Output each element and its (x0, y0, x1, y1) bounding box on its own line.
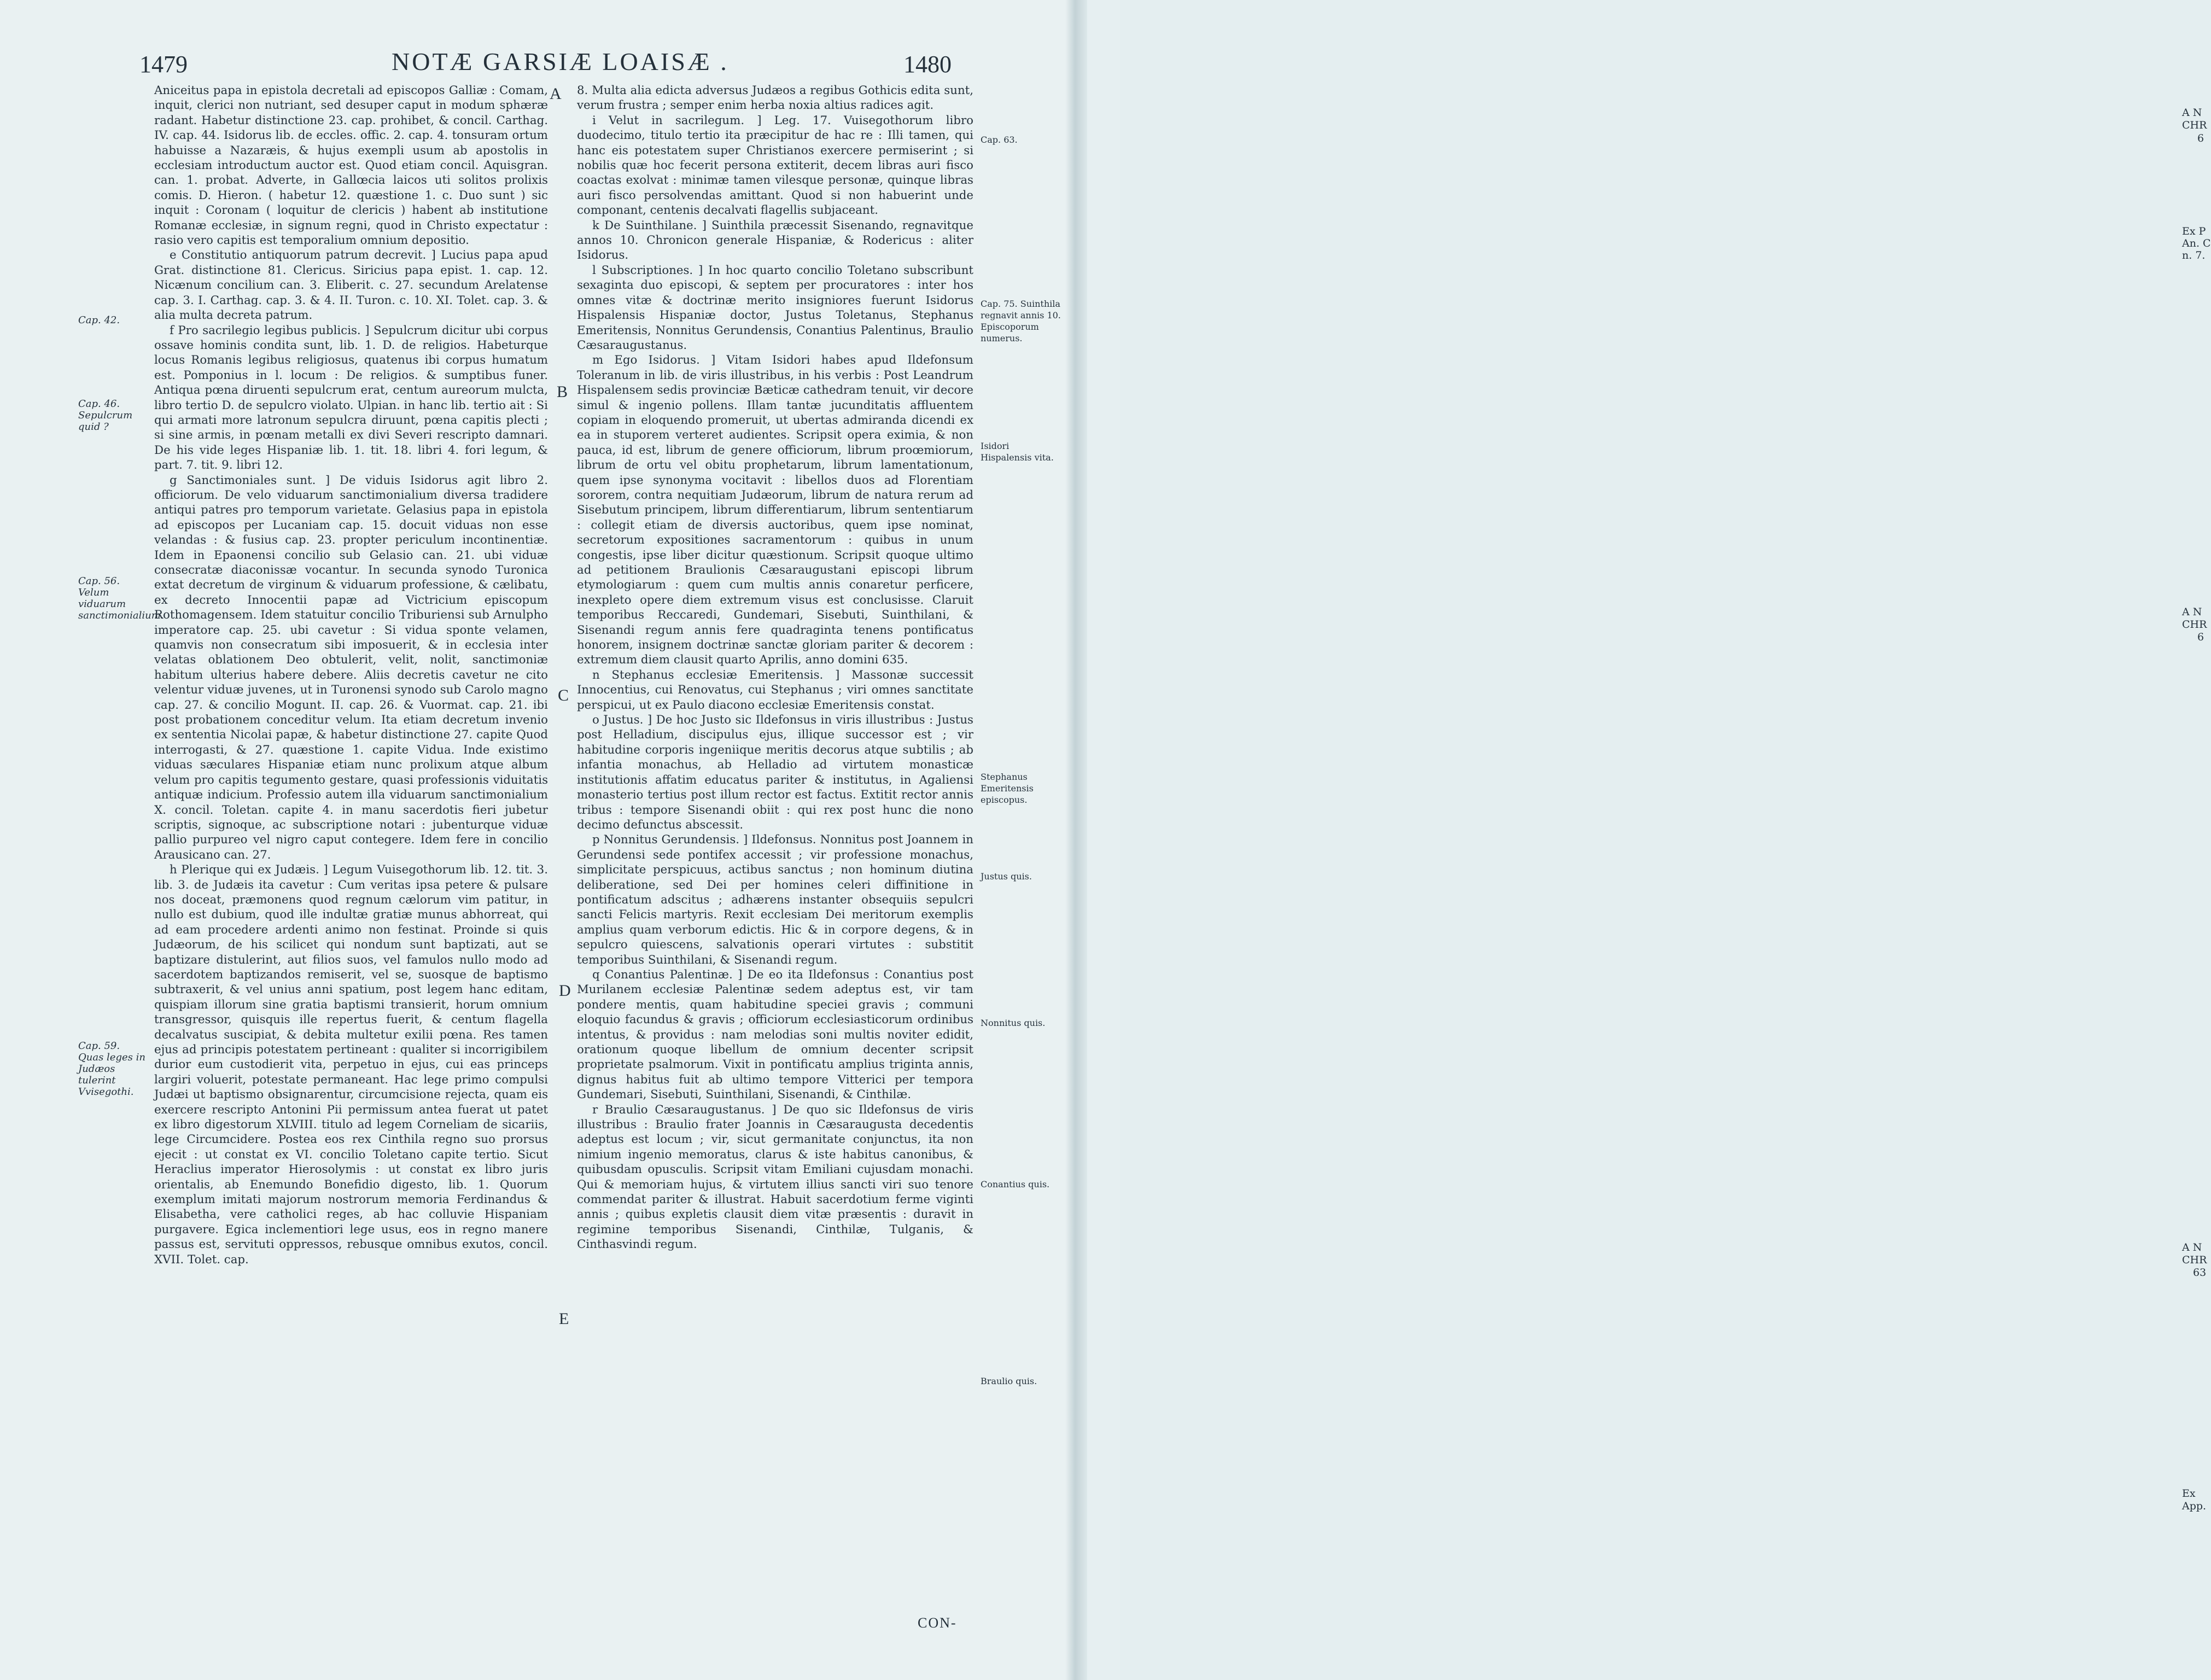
left-page-number: 1479 (139, 51, 188, 78)
note-n-paragraph: n Stephanus ecclesiæ Emeritensis. ] Massonæ successit Innocentius, cui Renovatus, cui Stephanus ; viri omnes sanctitate perspicui, ut ex Paulo diacono ecclesiæ Emeritensis constat. (577, 668, 973, 712)
margin-note-braulio: Braulio quis. (981, 1376, 1037, 1386)
note-m-paragraph: m Ego Isidorus. ] Vitam Isidori habes apud Ildefonsum Toleranum in lib. de viris illustribus, in his verbis : Post Leandrum Hispalensem sedis provinciæ Bæticæ cathedram tenuit, vir decore simul & ingenio pollens. Illam tantæ jucunditatis affluentem copiam in eloquendo promeruit, ut ubertas admiranda dicendi ex ea in stuporem verteret audientes. Scripsit opera eximia, & non pauca, id est, librum de genere officiorum, librum proœmiorum, librum de ortu vel obitu prophetarum, librum lamentationum, quem ipse synonyma vocitavit : libellos duos ad Florentiam sororem, contra nequitiam Judæorum, librum de natura rerum ad Sisebutum principem, librum differentiarum, librum sententiarum : collegit etiam de diversis auctoribus, quem ipse nominat, secretorum expositiones sacramentorum : quibus in unum congestis, ipse liber dicitur quæstionum. Scripsit quoque ultimo ad petitionem Braulionis Cæsaraugustani episcopi librum etymologiarum : quem cum multis annis conaretur perficere, inexpleto opere diem extremum visus est conclusisse. Claruit temporibus Reccaredi, Gundemari, Sisebuti, Suinthilani, & Sisenandi regum annis fere quadraginta tenens pontificatus honorem, insignem doctrinæ sanctæ gloriam pariter & decorem : extremum diem clausit quarto Aprilis, anno domini 635. (577, 353, 973, 667)
note-i-paragraph: i Velut in sacrilegum. ] Leg. 17. Vuisegothorum libro duodecimo, titulo tertio ita præcipitur de hac re : Illi tamen, qui hanc eis potestatem super Christianos exercere permiserint ; si nobilis quæ hoc fecerit persona extiterit, decem libras auri fisco coactas exolvat : minimæ tamen vilesque personæ, quinque libras auri fisco persolvendas amittant. Quod si non habuerint unde componant, centenis decalvati flagellis subjaceant. (577, 113, 973, 218)
section-letter-a: A (550, 85, 562, 103)
adjacent-fragment: An. C (2182, 237, 2211, 249)
adjacent-fragment: Ex (2182, 1488, 2196, 1500)
section-letter-e: E (559, 1310, 569, 1328)
margin-note-cap-63: Cap. 63. (981, 135, 1018, 145)
margin-note-isidori: Isidori Hispalensis vita. (981, 441, 1054, 463)
right-page-number: 1480 (903, 51, 952, 78)
note-p-paragraph: p Nonnitus Gerundensis. ] Ildefonsus. Nonnitus post Joannem in Gerundensi sede pontifex accessit ; vir professione monachus, simplicitate perspicuus, actibus sanctus ; non hominum diutina deliberatione, sed Dei per homines celeri diffinitione in pontificatum adscitus ; adhærens instanter obsequiis sepulcri sancti Felicis martyris. Rexit ecclesiam Dei meritorum exemplis amplius quam verborum edictis. Hic & in corpore degens, & in sepulcro quiescens, salvationis operari virtutes : substitit temporibus Suinthilani, & Sisenandi regum. (577, 833, 973, 967)
note-q-paragraph: q Conantius Palentinæ. ] De eo ita Ildefonsus : Conantius post Murilanem ecclesiæ Palentinæ sedem adeptus est, vir tam pondere mentis, quam habitudine speciei gravis ; communi eloquio facundus & gravis ; officiorum ecclesiasticorum ordinibus intentus, & providus : nam melodias soni multis noviter edidit, orationum quoque libellum de omnium decenter scripsit proprietate psalmorum. Vixit in pontificatu amplius triginta annis, dignus habitus fuit ab ultimo tempore Vitterici per tempora Gundemari, Sisebuti, Suinthilani, Sisenandi, & Cinthilæ. (577, 967, 973, 1102)
running-title: NOTÆ GARSIÆ LOAISÆ . (392, 48, 729, 75)
adjacent-fragment: A N (2182, 107, 2202, 119)
catchword: CON- (918, 1615, 957, 1631)
adjacent-fragment: CHR (2182, 1254, 2207, 1266)
margin-note-stephanus: Stephanus Emeritensis episcopus. (981, 772, 1034, 805)
adjacent-fragment: CHR (2182, 119, 2207, 131)
left-text-column (154, 83, 548, 1267)
note-h-paragraph: h Plerique qui ex Judæis. ] Legum Vuisegothorum lib. 12. tit. 3. lib. 3. de Judæis ita cavetur : Cum veritas ipsa petere & pulsare nos doceat, præmonens quod regnum cælorum vim patitur, in nullo est dubium, quod ille indultæ gratiæ munus abhorreat, qui ad eam procedere ardenti animo non festinat. Proinde si quis Judæorum, de his scilicet qui nondum sunt baptizati, aut se baptizare distulerint, aut filios suos, vel famulos nullo modo ad sacerdotem baptizandos remiserit, vel se, suosque de baptismo subtraxerit, & vel unius anni spatium, post legem hanc editam, quispiam illorum sine gratia baptismi transierit, horum omnium transgressor, quisquis ille repertus fuerit, & centum flagella decalvatus suscipiat, & debita multetur exilii pœna. Res tamen ejus ad principis potestatem pertineant : qualiter si incorrigibilem durior eum custodierit vita, perpetuo in ejus, cui eas princeps largiri voluerit, potestate permaneant. Hac lege primo compulsi Judæi ut baptismo obsignarentur, circumcisione rejecta, quam eis exercere rescripto Antonini Pii permissum antea fuerat ut patet ex libro digestorum XLVIII. titulo ad legem Corneliam de sicariis, lege Circumcidere. Postea eos rex Cinthila regno suo prorsus ejecit : ut constat ex VI. concilio Toletano capite tertio. Sicut Heraclius imperator Hierosolymis : ut constat ex libro juris orientalis, ab Enemundo Bonefidio digesto, lib. 1. Quorum exemplum imitati majorum nostrorum memoria Ferdinandus & Elisabetha, vere catholici reges, ab hac colluvie Hispaniam purgavere. Egica inclementiori lege usus, eos in regno manere passus est, servituti oppressos, rebusque omnibus exutos, concil. XVII. Tolet. cap. (154, 863, 548, 1267)
margin-note-cap-59: Cap. 59. Quas leges in Judæos tulerint Vvisegothi. (78, 1040, 145, 1098)
note-o-paragraph: o Justus. ] De hoc Justo sic Ildefonsus in viris illustribus : Justus post Helladium, discipulus ejus, illique successor est ; vir habitudine corporis ingeniique meritis decorus atque subtilis ; ab infantia monachus, ab Helladio ad virtutem monasticæ institutionis affatim educatus pariter & institutus, in Agaliensi monasterio tertius post illum rector est factus. Extitit rector annis tribus : tempore Sisenandi obiit : qui rex post hunc die nono decimo defunctus abscessit. (577, 713, 973, 832)
adjacent-fragment: 6 (2197, 631, 2204, 643)
section-letter-b: B (557, 383, 568, 401)
margin-note-justus: Justus quis. (981, 871, 1032, 882)
note-l-paragraph: l Subscriptiones. ] In hoc quarto concilio Toletano subscribunt sexaginta duo episcopi, & septem per procuratores : inter hos omnes vitæ & doctrinæ merito insigniores fuerunt Isidorus Hispalensis Hispaniæ doctor, Justus Toletanus, Stephanus Emeritensis, Nonnitus Gerundensis, Conantius Palentinus, Braulio Cæsaraugustanus. (577, 263, 973, 352)
adjacent-fragment: CHR (2182, 619, 2207, 631)
margin-note-cap-42: Cap. 42. (78, 314, 120, 326)
adjacent-fragment: Ex P (2182, 225, 2206, 237)
margin-note-nonnitus: Nonnitus quis. (981, 1018, 1046, 1028)
note-k-paragraph: k De Suinthilane. ] Suinthila præcessit Sisenando, regnavitque annos 10. Chronicon generale Hispaniæ, & Rodericus : aliter Isidorus. (577, 218, 973, 262)
adjacent-fragment: A N (2182, 606, 2202, 618)
adjacent-fragment: n. 7. (2182, 249, 2206, 261)
adjacent-page-edge (1087, 0, 2211, 1680)
adjacent-fragment: 6 (2197, 132, 2204, 144)
margin-note-cap-75: Cap. 75. Suinthila regnavit annis 10. Episcoporum numerus. (981, 299, 1061, 343)
note-r-paragraph: r Braulio Cæsaraugustanus. ] De quo sic Ildefonsus de viris illustribus : Braulio frater Joannis in Cæsaraugusta decedentis adeptus est locum ; vir, sicut germanitate conjunctus, ita non nimium ingenio memoratus, clarus & iste habitus canonibus, & quibusdam opusculis. Scripsit vitam Emiliani cujusdam monachi. Qui & memoriam hujus, & virtutem illius sancti viri suo tenore commendat pariter & illustrat. Habuit sacerdotium ferme viginti annis ; quibus expletis clausit diem vitæ præsentis : duravit in regimine temporibus Sisenandi, Cinthilæ, Tulganis, & Cinthasvindi regum. (577, 1102, 973, 1252)
note-d-paragraph: Aniceitus papa in epistola decretali ad episcopos Galliæ : Comam, inquit, clerici non nutriant, sed desuper caput in modum sphæræ radant. Habetur distinctione 23. cap. prohibet, & concil. Carthag. IV. cap. 44. Isidorus lib. de eccles. offic. 2. cap. 4. tonsuram ortum habuisse a Nazaræis, & hujus exempli usum ab apostolis in ecclesiam introductum auctor est. Quod etiam concil. Aquisgran. can. 1. probat. Adverte, in Gallœcia laicos uti solitos prolixis comis. D. Hieron. ( habetur 12. quæstione 1. c. Duo sunt ) sic inquit : Coronam ( loquitur de clericis ) habent ab institutione Romanæ ecclesiæ, in signum regni, quod in Christo expectatur : rasio vero capitis est temporalium omnium depositio. (154, 84, 548, 248)
adjacent-fragment: 63 (2193, 1267, 2207, 1279)
section-letter-c: C (558, 686, 569, 704)
note-g-paragraph: g Sanctimoniales sunt. ] De viduis Isidorus agit libro 2. officiorum. De velo viduarum sanctimonialium diversa tradidere antiqui patres pro temporum varietate. Gelasius papa in epistola ad episcopos per Lucaniam cap. 15. docuit viduas non esse velandas : & fusius cap. 23. propter periculum incontinentiæ. Idem in Epaonensi concilio sub Gelasio can. 21. ubi viduæ consecratæ diaconissæ vocantur. In secunda synodo Turonica extat decretum de virginum & viduarum professione, & cælibatu, ex decreto Innocentii papæ ad Victricium episcopum Rothomagensem. Idem statuitur concilio Triburiensi sub Arnulpho imperatore cap. 25. ubi cavetur : Si vidua sponte velamen, quamvis non consecratum sibi imposuerit, & in ecclesia inter velatas oblationem Deo obtulerit, velit, nolit, sanctimoniæ habitum ulterius habere debere. Aliis decretis cavetur ne cito velentur viduæ juvenes, ut in Turonensi synodo sub Carolo magno cap. 27. & concilio Mogunt. II. cap. 26. & Vuormat. cap. 21. ibi post probationem conceditur velum. Ita etiam decretum invenio ex sententia Nicolai papæ, & habetur distinctione 27. capite Quod interrogasti, & 27. quæstione 1. capite Vidua. Inde existimo viduas sæculares Hispaniæ etiam nunc prolixum atque album velum pro capitis tegumento gestare, quasi professionis viduitatis antiquæ indicium. Professio autem illa viduarum sanctimonialium X. concil. Toletan. capite 4. in manu sacerdotis fieri jubetur scriptis, signoque, ac subscriptione notari : jubenturque viduæ pallio purpureo vel nigro caput contegere. Idem fere in concilio Arausicano can. 27. (154, 473, 548, 862)
adjacent-fragment: A N (2182, 1241, 2202, 1253)
adjacent-fragment: App. (2182, 1500, 2207, 1512)
note-e-paragraph: e Constitutio antiquorum patrum decrevit. ] Lucius papa apud Grat. distinctione 81. Clericus. Siricius papa epist. 1. cap. 12. Nicænum concilium can. 3. Eliberit. c. 27. secundum Arelatense cap. 3. I. Carthag. cap. 3. & 4. II. Turon. c. 10. XI. Tolet. cap. 3. & alia multa decreta patrum. (154, 248, 548, 323)
section-letter-d: D (559, 982, 571, 1000)
right-text-column (577, 83, 973, 1252)
margin-note-conantius: Conantius quis. (981, 1179, 1050, 1189)
margin-note-cap-46: Cap. 46. Sepulcrum quid ? (78, 398, 133, 433)
margin-note-cap-56: Cap. 56. Velum viduarum sanctimonialium. (78, 575, 164, 621)
note-continuation-paragraph: 8. Multa alia edicta adversus Judæos a regibus Gothicis edita sunt, verum frustra ; semper enim herba noxia altius radices agit. (577, 84, 973, 113)
note-f-paragraph: f Pro sacrilegio legibus publicis. ] Sepulcrum dicitur ubi corpus ossave hominis condita sunt, lib. 1. D. de religios. Habeturque locus Romanis legibus religiosus, quatenus ibi corpus humatum est. Pomponius in l. locum : De religios. & sumptibus funer. Antiqua pœna diruenti sepulcrum erat, centum aureorum mulcta, libro tertio D. de sepulcro violato. Ulpian. in hanc lib. tertio ait : Si qui armati more latronum sepulcra diruunt, pœna capitis plecti ; si sine armis, in pœnam metalli ex divi Severi rescripto damnari. De his vide leges Hispaniæ lib. 1. tit. 18. libri 4. fori legum, & part. 7. tit. 9. libri 12. (154, 323, 548, 472)
book-page (0, 0, 1080, 1680)
book-gutter (1065, 0, 1087, 1680)
